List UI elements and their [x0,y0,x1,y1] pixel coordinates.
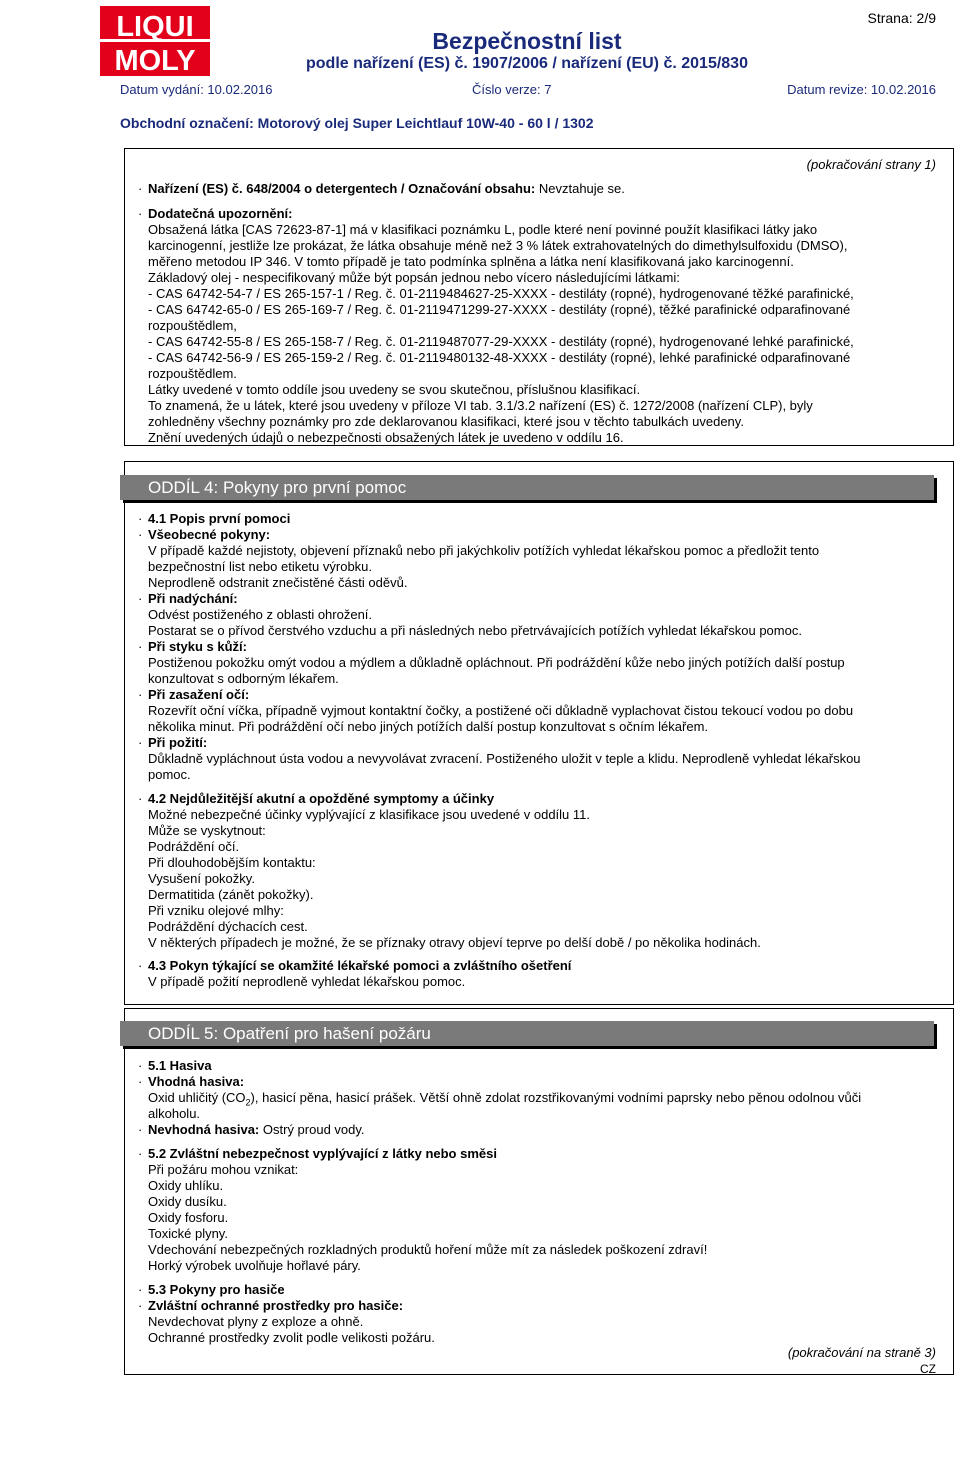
ingest-line-2: pomoc. [148,767,191,782]
notes-line-4: Základový olej - nespecifikovaný může být popsán jednou nebo vícero následujícími látkami: [148,270,680,285]
liqui-moly-logo [100,6,210,76]
s52-line-7: Horký výrobek uvolňuje hořlavé páry. [148,1258,361,1273]
s42-line-1: Možné nebezpečné účinky vyplývající z klasifikace jsou uvedené v oddílu 11. [148,807,591,822]
page-number: Strana: 2/9 [867,10,936,26]
skin-line-1: Postiženou pokožku omýt vodou a mýdlem a důkladně opláchnout. Při podráždění kůže nebo jiných potížích další postup [148,655,845,670]
section4-heading: ODDÍL 4: Pokyny pro první pomoc [120,475,934,500]
s52-heading: 5.2 Zvláštní nebezpečnost vyplývající z látky nebo směsi [148,1146,497,1161]
s43-text: V případě požití neprodleně vyhledat lékařskou pomoc. [148,974,466,989]
suitable-line-2: alkoholu. [148,1106,201,1121]
inhal-line-1: Odvést postiženého z oblasti ohrožení. [148,607,373,622]
notes-line-7: rozpouštědlem, [148,318,237,333]
eye-line-2: několika minut. Při podráždění očí nebo jiných potížích další postup konzultovat s očním lékařem. [148,719,709,734]
notes-line-6: - CAS 64742-65-0 / ES 265-169-7 / Reg. č. 01-2119471299-27-XXXX - destiláty (ropné), těžké parafinické odparafinované [148,302,851,317]
s42-line-2: Může se vyskytnout: [148,823,266,838]
issue-date: Datum vydání: 10.02.2016 [120,82,273,97]
bullet: · [138,181,143,196]
ingest-label: Při požití: [148,735,208,750]
trade-name-line [120,115,594,131]
protect-line-2: Ochranné prostředky zvolit podle velikosti požáru. [148,1330,435,1345]
s42-line-4: Při dlouhodobějším kontaktu: [148,855,316,870]
notes-line-14: Znění uvedených údajů o nebezpečnosti obsažených látek je uvedeno v oddílu 16. [148,430,624,445]
s42-line-5: Vysušení pokožky. [148,871,255,886]
s53-heading: 5.3 Pokyny pro hasiče [148,1282,285,1297]
version: Číslo verze: 7 [472,82,552,97]
continued-from: (pokračování strany 1) [806,157,936,172]
skin-line-2: konzultovat s odborným lékařem. [148,671,339,686]
language-code: CZ [920,1362,936,1376]
logo-line1: LIQUI [116,11,194,43]
s51-heading: 5.1 Hasiva [148,1058,212,1073]
protect-line-1: Nevdechovat plyny z exploze a ohně. [148,1314,364,1329]
skin-label: Při styku s kůží: [148,639,247,654]
suitable-line-1: Oxid uhličitý $(CO_2)$, hasicí pěna, hasicí prášek. Větší ohně zdolat rozstřikovanými vodními paprsky nebo pěnou odolnou vůči [148,1090,862,1108]
notes-line-12: To znamená, že u látek, které jsou uvedeny v příloze VI tab. 3.1/3.2 nařízení (ES) č. 1272/2008 (nařízení CLP), byly [148,398,813,413]
general-label: Všeobecné pokyny: [148,527,271,542]
notes-line-10: rozpouštědlem. [148,366,237,381]
notes-line-2: karcinogenní, jestliže lze prokázat, že látka obsahuje méně než 3 % látek extrahovatelných do dimethylsulfoxidu (DMSO), [148,238,848,253]
s52-line-6: Vdechování nebezpečných rozkladných produktů hoření může mít za následek poškození zdraví! [148,1242,708,1257]
s52-line-4: Oxidy fosforu. [148,1210,229,1225]
notes-line-1: Obsažená látka [CAS 72623-87-1] má v klasifikaci poznámku L, podle které není povinné použít klasifikaci látky jako [148,222,818,237]
s42-line-8: Podráždění dýchacích cest. [148,919,308,934]
notes-line-8: - CAS 64742-55-8 / ES 265-158-7 / Reg. č. 01-2119487077-29-XXXX - destiláty (ropné), hydrogenované lehké parafinické, [148,334,854,349]
eye-line-1: Rozevřít oční víčka, případně vyjmout kontaktní čočky, a postižené oči důkladně vyplachovat čistou tekoucí vodou po dobu [148,703,854,718]
ingest-line-1: Důkladně vypláchnout ústa vodou a nevyvolávat zvracení. Postiženého uložit v teple a klidu. Neprodleně vyhledat lékařskou [148,751,861,766]
s52-line-3: Oxidy dusíku. [148,1194,227,1209]
notes-line-9: - CAS 64742-56-9 / ES 265-159-2 / Reg. č. 01-2119480132-48-XXXX - destiláty (ropné), lehké parafinické odparafinované [148,350,851,365]
trade-name: Motorový olej Super Leichtlauf 10W-40 - 60 l / 1302 [257,115,594,131]
general-line-3: Neprodleně odstranit znečistěné části oděvů. [148,575,408,590]
general-line-1: V případě každé nejistoty, objevení příznaků nebo při jakýchkoliv potížích vyhledat lékařskou pomoc a předložit tento [148,543,820,558]
continued-to: (pokračování na straně 3) [787,1345,936,1360]
notes-line-11: Látky uvedené v tomto oddíle jsou uvedeny se svou skutečnou, příslušnou klasifikací. [148,382,641,397]
protect-label: Zvláštní ochranné prostředky pro hasiče: [148,1298,404,1313]
unsuitable: Nevhodná hasiva: Ostrý proud vody. [148,1122,365,1137]
s43-heading: 4.3 Pokyn týkající se okamžité lékařské pomoci a zvláštního ošetření [148,958,572,973]
revision-date: Datum revize: 10.02.2016 [787,82,936,97]
general-line-2: bezpečnostní list nebo etiketu výrobku. [148,559,373,574]
s52-line-1: Při požáru mohou vznikat: [148,1162,299,1177]
s42-heading: 4.2 Nejdůležitější akutní a opožděné symptomy a účinky [148,791,495,806]
section5-heading: ODDÍL 5: Opatření pro hašení požáru [120,1021,934,1046]
inhal-line-2: Postarat se o přívod čerstvého vzduchu a při následných nebo přetrvávajících potížích vyhledat lékařskou pomoc. [148,623,802,638]
s42-line-7: Při vzniku olejové mlhy: [148,903,284,918]
suitable-label: Vhodná hasiva: [148,1074,245,1089]
s42-line-9: V některých případech je možné, že se příznaky otravy objeví teprve po delší době / po několika hodinách. [148,935,761,950]
s52-line-2: Oxidy uhlíku. [148,1178,224,1193]
s42-line-6: Dermatitida (zánět pokožky). [148,887,314,902]
notes-line-5: - CAS 64742-54-7 / ES 265-157-1 / Reg. č. 01-2119484627-25-XXXX - destiláty (ropné), hydrogenované těžké parafinické, [148,286,854,301]
s42-line-3: Podráždění očí. [148,839,240,854]
document-subtitle: podle nařízení (ES) č. 1907/2006 / nařízení (EU) č. 2015/830 [306,55,748,72]
trade-label: Obchodní označení: [120,115,254,131]
inhal-label: Při nadýchání: [148,591,238,606]
document-title: Bezpečnostní list [432,28,622,54]
s52-line-5: Toxické plyny. [148,1226,228,1241]
notes-line-13: zohledněny všechny poznámky pro zde deklarovanou klasifikaci, které jsou v těchto tabulkách uvedeny. [148,414,744,429]
eye-label: Při zasažení očí: [148,687,250,702]
bullet: · [138,206,143,221]
s41-heading: 4.1 Popis první pomoci [148,511,291,526]
notes-line-3: měřeno metodou IP 346. V tomto případě je tato podmínka splněna a látka není klasifikovaná jako karcinogenní. [148,254,794,269]
logo-line2: MOLY [114,45,196,76]
notes-label: Dodatečná upozornění: [148,206,293,221]
detergent-regulation: Nařízení (ES) č. 648/2004 o detergentech / Označování obsahu: Nevztahuje se. [148,181,625,196]
